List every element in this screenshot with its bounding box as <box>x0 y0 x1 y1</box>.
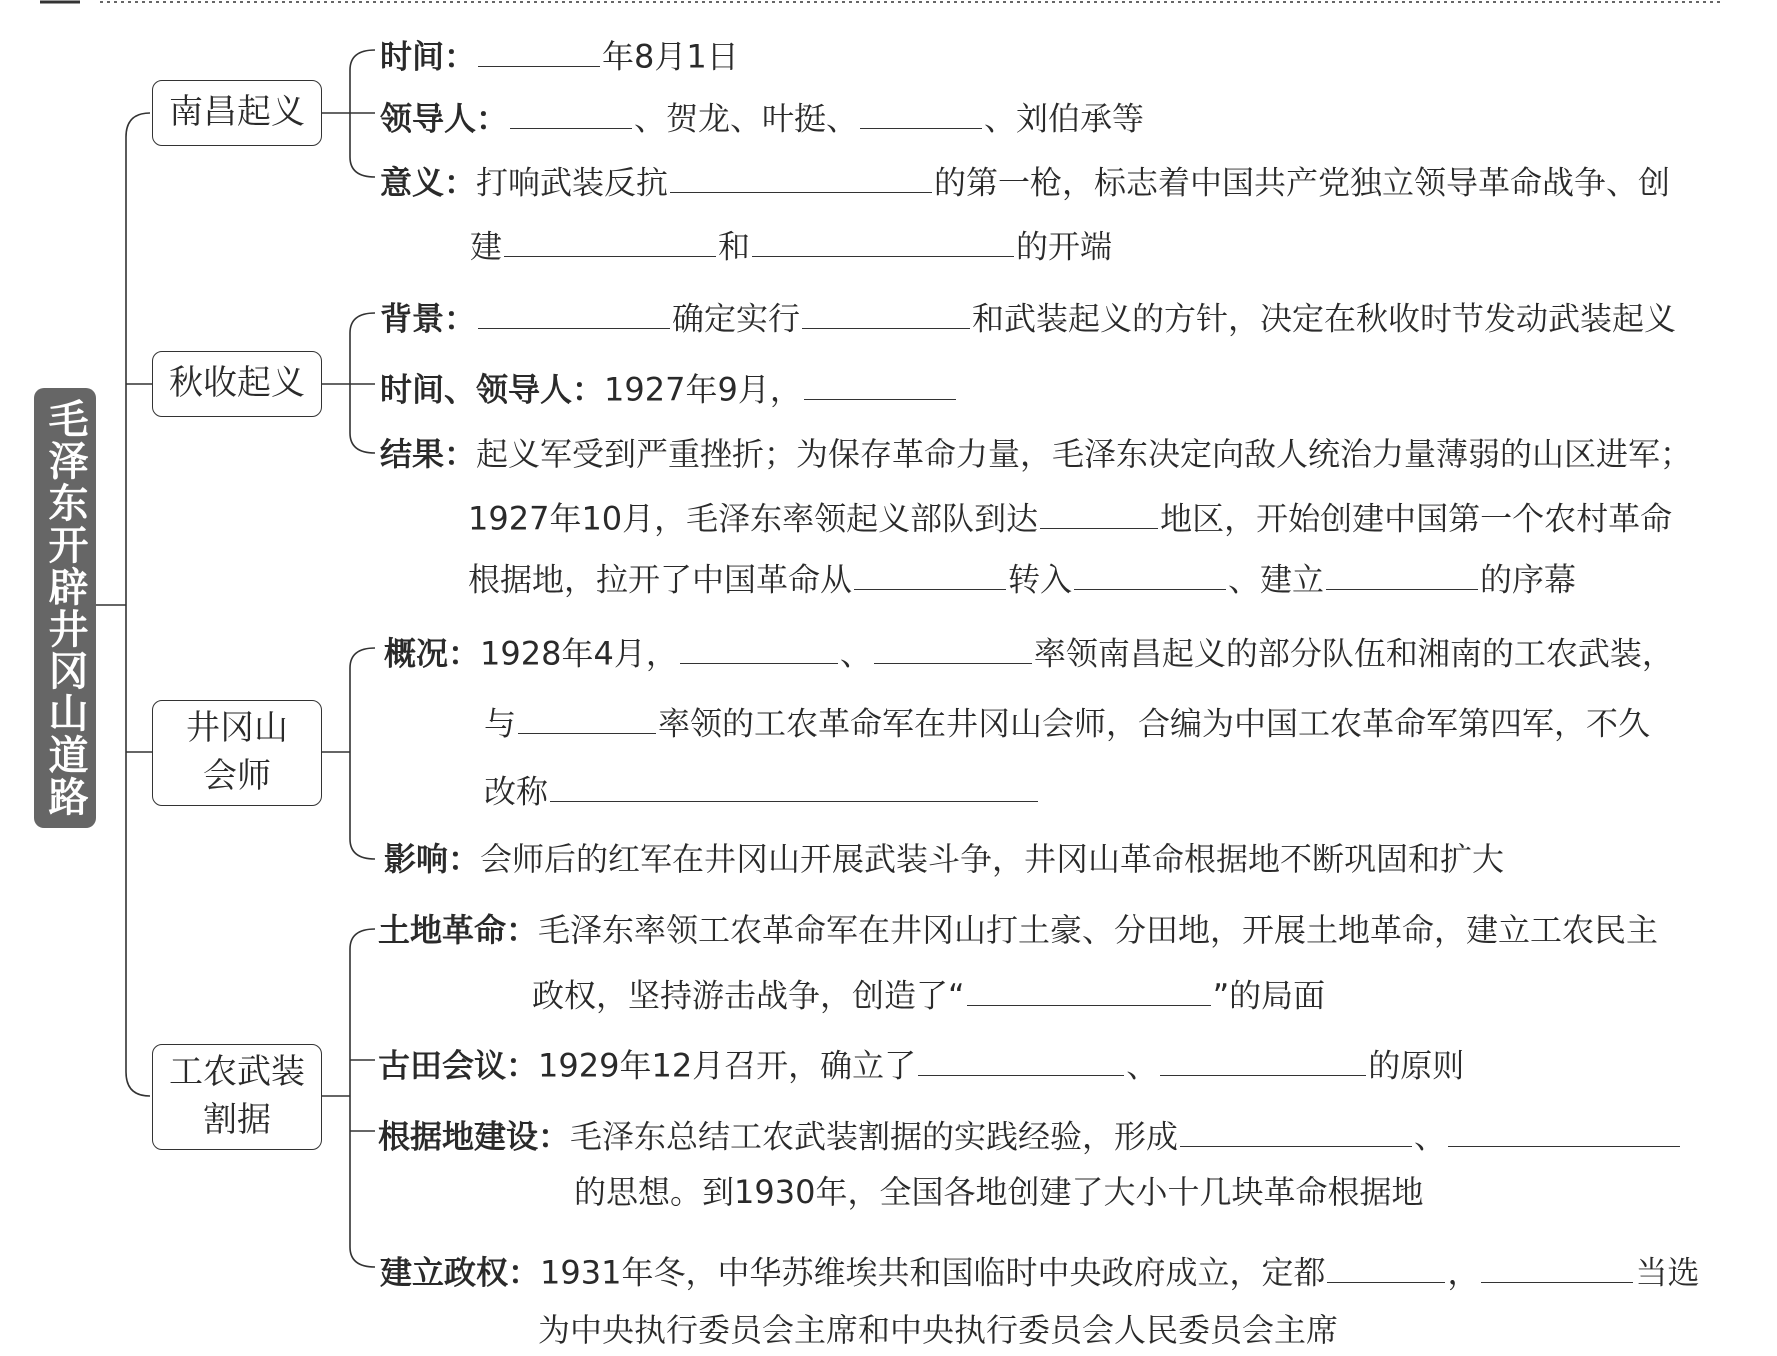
item-text: ， <box>1447 1253 1480 1292</box>
item-text: 会师后的红军在井冈山开展武装斗争，井冈山革命根据地不断巩固和扩大 <box>480 840 1505 878</box>
page-title-text: 毛泽东开辟井冈山道路 <box>42 398 88 818</box>
node-label: 南昌起义 <box>169 92 305 133</box>
item-text: 、 <box>1126 1046 1159 1085</box>
land-revolution <box>378 911 1659 949</box>
base-construction <box>378 1116 1682 1156</box>
item-text: 、刘伯承等 <box>984 99 1145 138</box>
item-text: 1927年9月， <box>604 370 802 409</box>
meeting-overview <box>384 633 1674 673</box>
item-text: 与 <box>484 704 517 743</box>
answer-blank[interactable] <box>1448 1116 1680 1147</box>
item-text: 的第一枪，标志着中国共产党独立领导革命战争、创 <box>934 163 1671 202</box>
answer-blank[interactable] <box>1326 559 1478 590</box>
item-text: 1929年12月召开，确立了 <box>538 1046 917 1085</box>
item-label: 时间、领导人： <box>380 370 605 409</box>
item-label: 时间： <box>380 37 477 76</box>
item-text: 的思想。到1930年，全国各地创建了大小十几块革命根据地 <box>574 1173 1424 1211</box>
item-text: 毛泽东总结工农武装割据的实践经验，形成 <box>570 1117 1179 1156</box>
item-text: 率领南昌起义的部分队伍和湘南的工农武装， <box>1033 634 1674 673</box>
item-text: 转入 <box>1008 560 1073 599</box>
page-title <box>34 388 96 828</box>
node-label-line-2: 会师 <box>203 756 271 796</box>
gutian-conference <box>378 1045 1465 1085</box>
answer-blank[interactable] <box>802 298 970 329</box>
item-text: 的开端 <box>1016 227 1113 266</box>
establish-government <box>380 1252 1700 1292</box>
establish-government-cont <box>538 1311 1339 1349</box>
nanchang-time <box>380 36 739 76</box>
item-text: 根据地，拉开了中国革命从 <box>468 560 853 599</box>
answer-blank[interactable] <box>918 1045 1124 1076</box>
answer-blank[interactable] <box>967 975 1211 1006</box>
autumn-result-cont2 <box>468 559 1577 599</box>
answer-blank[interactable] <box>478 298 670 329</box>
item-text: 打响武装反抗 <box>476 163 669 202</box>
item-text: 1928年4月， <box>480 634 678 673</box>
item-label: 根据地建设： <box>378 1117 571 1156</box>
answer-blank[interactable] <box>504 226 716 257</box>
meeting-overview-cont1 <box>484 703 1651 743</box>
item-text: 年8月1日 <box>602 37 739 76</box>
item-text: 1931年冬，中华苏维埃共和国临时中央政府成立，定都 <box>540 1253 1326 1292</box>
item-label: 背景： <box>380 299 477 338</box>
answer-blank[interactable] <box>1160 1045 1366 1076</box>
item-label: 土地革命： <box>378 911 539 949</box>
item-label: 古田会议： <box>378 1046 539 1085</box>
autumn-result-cont1 <box>468 498 1673 538</box>
item-text: 、 <box>839 634 872 673</box>
item-text: 政权，坚持游击战争，创造了“ <box>532 976 965 1015</box>
nanchang-leaders <box>380 98 1145 138</box>
land-revolution-cont <box>532 975 1326 1015</box>
answer-blank[interactable] <box>1327 1252 1445 1283</box>
item-text: 、建立 <box>1228 560 1325 599</box>
answer-blank[interactable] <box>854 559 1006 590</box>
node-label-line-1: 工农武装 <box>169 1052 305 1093</box>
answer-blank[interactable] <box>518 703 656 734</box>
answer-blank[interactable] <box>670 162 932 193</box>
item-label: 影响： <box>384 840 481 878</box>
item-text: 确定实行 <box>672 299 801 338</box>
base-construction-cont <box>574 1173 1424 1211</box>
node-jinggangshan-meeting <box>152 700 322 806</box>
item-text: 的原则 <box>1368 1046 1465 1085</box>
item-text: 和 <box>718 227 751 266</box>
answer-blank[interactable] <box>550 771 1038 802</box>
item-text: 为中央执行委员会主席和中央执行委员会人民委员会主席 <box>538 1311 1339 1349</box>
answer-blank[interactable] <box>1040 498 1158 529</box>
item-label: 建立政权： <box>380 1253 541 1292</box>
item-text: 和武装起义的方针，决定在秋收时节发动武装起义 <box>972 299 1677 338</box>
item-text: 1927年10月，毛泽东率领起义部队到达 <box>468 499 1039 538</box>
nanchang-significance-cont <box>470 226 1113 266</box>
node-nanchang-uprising <box>152 80 322 146</box>
answer-blank[interactable] <box>1074 559 1226 590</box>
item-text: 起义军受到严重挫折；为保存革命力量，毛泽东决定向敌人统治力量薄弱的山区进军； <box>476 435 1693 473</box>
meeting-impact <box>384 840 1505 878</box>
item-label: 意义： <box>380 163 477 202</box>
item-text: 的序幕 <box>1480 560 1577 599</box>
autumn-background <box>380 298 1677 338</box>
answer-blank[interactable] <box>874 633 1032 664</box>
autumn-result <box>380 435 1693 473</box>
item-text: 地区，开始创建中国第一个农村革命 <box>1160 499 1673 538</box>
node-label-line-2: 割据 <box>203 1100 271 1140</box>
answer-blank[interactable] <box>478 36 600 67</box>
node-armed-separatism <box>152 1044 322 1150</box>
item-text: 建 <box>470 227 503 266</box>
item-label: 领导人： <box>380 99 509 138</box>
answer-blank[interactable] <box>510 98 632 129</box>
item-text: 率领的工农革命军在井冈山会师，合编为中国工农革命军第四军，不久 <box>658 704 1651 743</box>
meeting-overview-cont2 <box>484 771 1040 811</box>
answer-blank[interactable] <box>752 226 1014 257</box>
answer-blank[interactable] <box>804 369 956 400</box>
item-text: ”的局面 <box>1212 976 1326 1015</box>
item-label: 结果： <box>380 435 477 473</box>
item-text: 当选 <box>1635 1253 1700 1292</box>
answer-blank[interactable] <box>1481 1252 1633 1283</box>
node-autumn-harvest-uprising <box>152 351 322 417</box>
answer-blank[interactable] <box>1180 1116 1412 1147</box>
nanchang-significance <box>380 162 1671 202</box>
item-text: 毛泽东率领工农革命军在井冈山打土豪、分田地，开展土地革命，建立工农民主 <box>538 911 1659 949</box>
answer-blank[interactable] <box>680 633 838 664</box>
item-label: 概况： <box>384 634 481 673</box>
item-text: 、贺龙、叶挺、 <box>634 99 859 138</box>
autumn-time-leader <box>380 369 958 409</box>
answer-blank[interactable] <box>860 98 982 129</box>
item-text: 、 <box>1414 1117 1447 1156</box>
node-label-line-1: 井冈山 <box>186 708 288 749</box>
item-text: 改称 <box>484 772 549 811</box>
node-label: 秋收起义 <box>169 363 305 404</box>
